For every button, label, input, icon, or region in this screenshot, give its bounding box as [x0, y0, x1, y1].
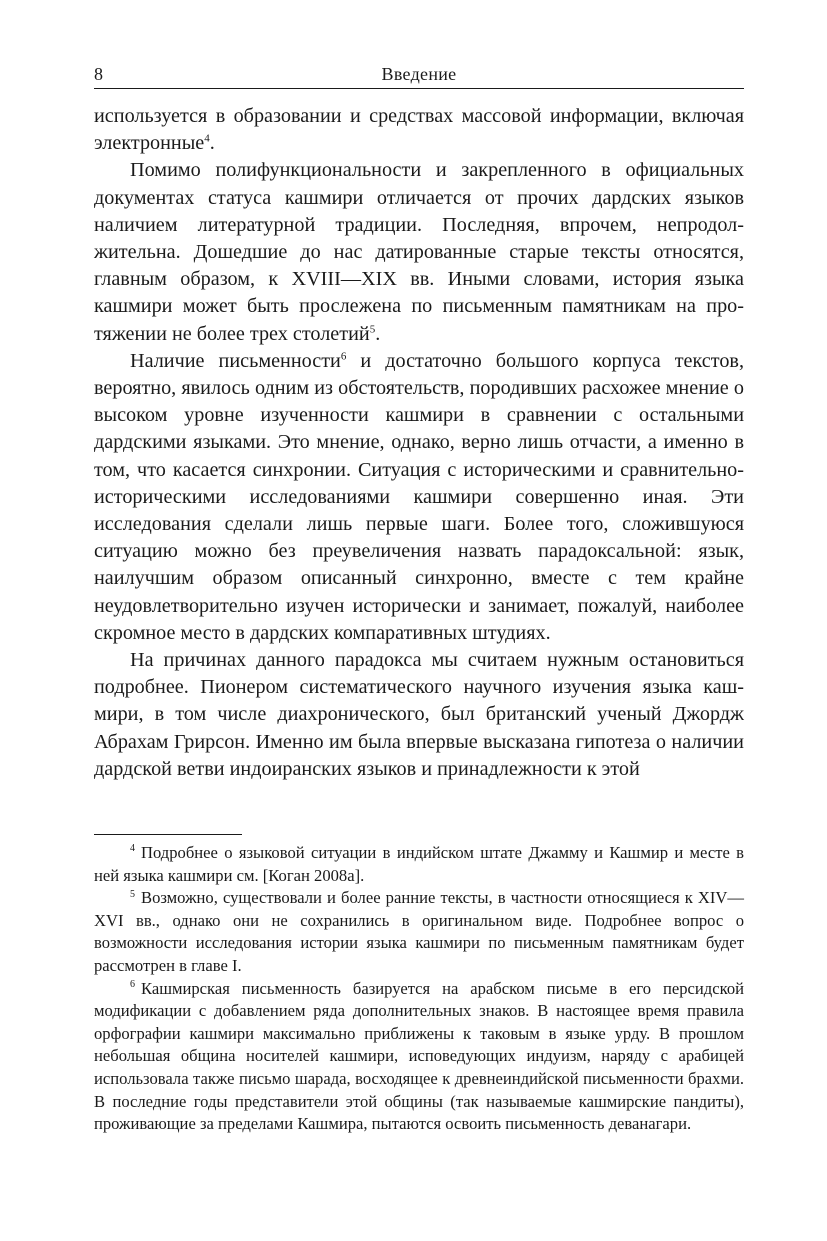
- paragraph-1-text: используется в образовании и средствах массовой информации, включая электронные: [94, 105, 744, 155]
- running-header: [94, 60, 744, 89]
- paragraph-2: [94, 157, 744, 347]
- footnote-ref-4: 4: [204, 132, 210, 145]
- page-number: 8: [94, 64, 103, 84]
- footnotes: [94, 842, 744, 1136]
- paragraph-3-text-b: и достаточно большого корпуса текстов, вероятно, явилось одним из обстоятельств, породивших расхожее мнение о высоком уровне изученности кашмири в сравнении с остальными дардскими языками. Это мнение, однако, верно лишь отчасти, а именно в том, что касается синхронии. Ситуация с историческими и сравнительно-историческими исследованиями кашмири совершенно иная. Эти исследования сделали лишь первые шаги. Более того, сложившуюся ситуацию можно без преувеличения назвать парадоксальной: язык, наилучшим образом описанный синхронно, вместе с тем крайне неудовлетворительно изучен исторически и занимает, пожалуй, наиболее скромное место в дардских компаративных штудиях.: [94, 349, 744, 644]
- running-title: Введение: [381, 64, 457, 84]
- paragraph-3-text-a: Наличие письменности: [130, 349, 341, 372]
- footnote-ref-5: 5: [369, 322, 376, 335]
- paragraph-4: [94, 647, 744, 783]
- footnote-6-text: Кашмирская письменность базируется на арабском письме в его персидской модификации с добавлением ряда дополнительных знаков. В настоящее время правила орфографии кашмири максимально приближены к таковым в языке урду. В прошлом небольшая община носителей кашмири, исповедующих индуизм, наряду с арабицей использовала также письмо шарада, восходящее к древнеиндийской письменности брахми. В последние годы представители этой общины (так называемые кашмирские пандиты), проживающие за пределами Кашмира, пытаются освоить письменность деванагари.: [94, 978, 744, 1134]
- footnote-5-text: Возможно, существовали и более ранние тексты, в частности относящиеся к XIV—XVI вв., однако они не сохранились в оригинальном виде. Подробнее вопрос о возможности исследования истории языка кашмири по письменным памятникам будет рассмотрен в главе I.: [94, 888, 744, 975]
- footnote-6: [94, 978, 744, 1136]
- paragraph-1-tail: .: [209, 132, 215, 155]
- footnote-4-number: 4: [130, 843, 135, 855]
- footnote-4: [94, 842, 744, 887]
- footnote-5-number: 5: [130, 888, 135, 900]
- paragraph-4-text: На причинах данного парадокса мы считаем нужным остановиться подробнее. Пионером систематического научного изучения языка кашмири, в том числе диахронического, был британский ученый Джордж Абрахам Грирсон. Именно им была впервые высказана гипотеза о наличии дардской ветви индоиранских языков и принадлежности к этой: [94, 649, 744, 780]
- paragraph-3: [94, 348, 744, 647]
- footnote-4-text: Подробнее о языковой ситуации в индийском штате Джамму и Кашмир и месте в ней языка кашмири см. [Коган 2008а].: [94, 843, 744, 885]
- footnote-ref-6: 6: [340, 350, 347, 363]
- footnote-6-number: 6: [130, 979, 135, 991]
- main-text: [94, 103, 744, 783]
- paragraph-2-text: Помимо полифункциональности и закрепленного в официальных документах статуса кашмири отличается от прочих дардских языков наличием литературной традиции. Последняя, впрочем, непродолжительна. Дошедшие до нас датированные старые тексты относятся, главным образом, к XVIII—XIX вв. Иными словами, история языка кашмири может быть прослежена по письменным памятникам на протяжении не более трех столетий: [94, 159, 744, 345]
- page: [94, 60, 744, 783]
- paragraph-1: [94, 103, 744, 157]
- paragraph-2-tail: .: [375, 322, 381, 345]
- footnote-5: [94, 887, 744, 977]
- footnote-separator: [94, 834, 242, 835]
